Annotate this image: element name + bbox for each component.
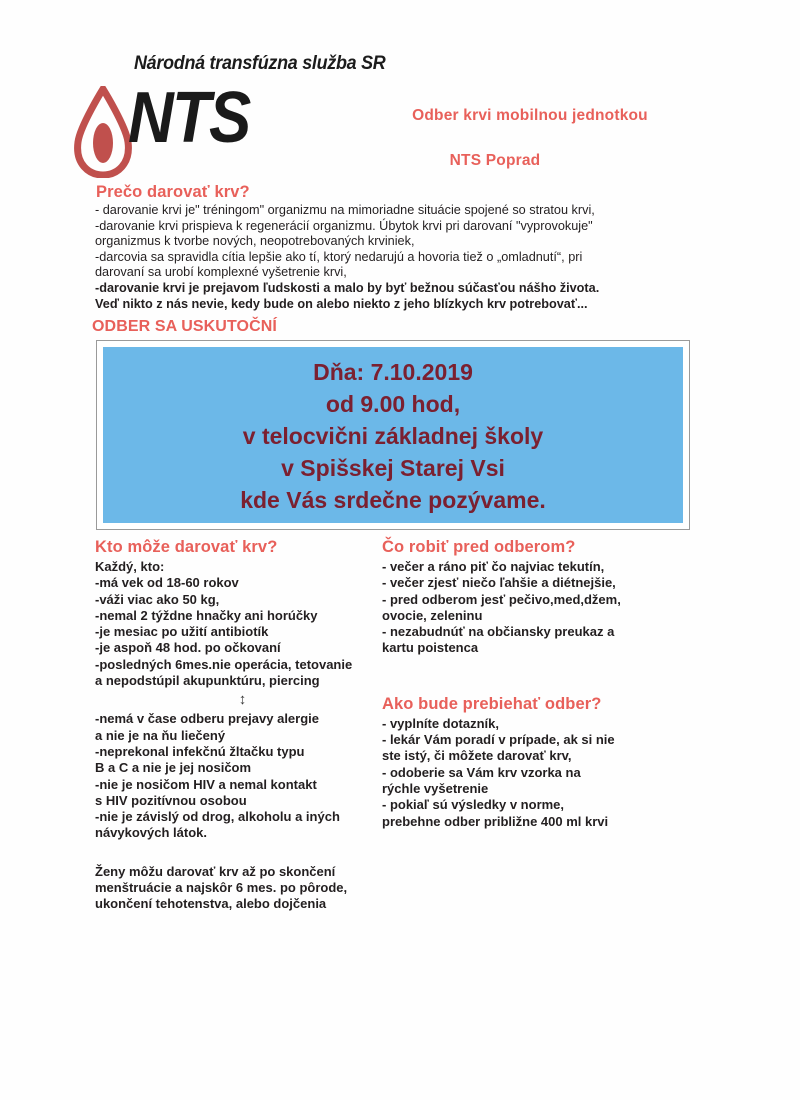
why-line: darovaní sa urobí komplexné vyšetrenie krvi, bbox=[95, 265, 347, 280]
why-line: - darovanie krvi je" tréningom" organizmu na mimoriadne situácie spojené so stratou krvi, bbox=[95, 203, 595, 217]
organization-name: Národná transfúzna služba SR bbox=[134, 52, 386, 74]
announcement-box bbox=[96, 340, 690, 530]
women-note-line: Ženy môžu darovať krv až po skončení bbox=[95, 863, 336, 879]
who-item: -nie je nosičom HIV a nemal kontakt bbox=[95, 776, 317, 792]
who-item: a nie je na ňu liečený bbox=[95, 727, 226, 743]
who-item: -váži viac ako 50 kg, bbox=[95, 591, 220, 607]
before-item: - večer a ráno piť čo najviac tekutín, bbox=[382, 559, 605, 574]
announcement-line-date: Dňa: 7.10.2019 bbox=[313, 359, 473, 385]
who-item: -má vek od 18-60 rokov bbox=[95, 575, 239, 591]
who-item: a nepodstúpil akupunktúru, piercing bbox=[95, 673, 320, 689]
why-line-bold: -darovanie krvi je prejavom ľudskosti a malo by byť bežnou súčasťou nášho života. bbox=[95, 280, 600, 295]
section-heading-before: Čo robiť pred odberom? bbox=[382, 538, 576, 556]
during-item: - pokiaľ sú výsledky v norme, bbox=[382, 797, 565, 813]
during-item: - vyplníte dotazník, bbox=[382, 715, 500, 731]
who-item: s HIV pozitívnou osobou bbox=[95, 792, 247, 808]
spacer bbox=[382, 679, 692, 695]
before-donation-list bbox=[382, 559, 692, 657]
spacer bbox=[95, 842, 390, 864]
who-can-donate-list-continued bbox=[95, 711, 390, 841]
women-note-line: ukončení tehotenstva, alebo dojčenia bbox=[95, 896, 327, 912]
announcement-line-time: od 9.00 hod, bbox=[325, 391, 461, 417]
why-line: -darovanie krvi prispieva k regenerácií organizmu. Úbytok krvi pri darovaní "vyprovokuje" bbox=[95, 218, 593, 233]
who-can-donate-list bbox=[95, 559, 390, 689]
before-item: - pred odberom jesť pečivo,med,džem, bbox=[382, 591, 621, 607]
vertical-double-arrow-icon: ↕ bbox=[238, 691, 247, 709]
why-line-bold: Veď nikto z nás nevie, kedy bude on alebo niekto z jeho blízkych krv potrebovať... bbox=[95, 296, 588, 311]
header-subtitle: NTS Poprad bbox=[449, 152, 541, 169]
women-note-line: menštruácie a najskôr 6 mes. po pôrode, bbox=[95, 880, 348, 896]
announcement-line-place: v Spišskej Starej Vsi bbox=[281, 455, 505, 481]
announcement-line-venue: v telocvični základnej školy bbox=[242, 423, 544, 449]
spacer bbox=[382, 657, 692, 679]
during-item: rýchle vyšetrenie bbox=[382, 780, 489, 796]
who-item: -nemal 2 týždne hnačky ani horúčky bbox=[95, 607, 318, 623]
during-item: ste istý, či môžete darovať krv, bbox=[382, 748, 572, 764]
during-item: - lekár Vám poradí v prípade, ak si nie bbox=[382, 732, 615, 748]
announcement-box-inner bbox=[103, 347, 683, 523]
section-heading-why: Prečo darovať krv? bbox=[96, 183, 250, 201]
section-heading-announcement: ODBER SA USKUTOČNÍ bbox=[92, 318, 277, 335]
why-line: organizmus k tvorbe nových, neopotrebovaných krviniek, bbox=[95, 234, 415, 249]
who-item: návykových látok. bbox=[95, 825, 207, 841]
who-item: -posledných 6mes.nie operácia, tetovanie bbox=[95, 656, 353, 672]
who-item: -nemá v čase odberu prejavy alergie bbox=[95, 711, 319, 727]
who-item: B a C a nie je jej nosičom bbox=[95, 760, 252, 776]
before-item: kartu poistenca bbox=[382, 640, 479, 656]
who-item: -neprekonal infekčnú žltačku typu bbox=[95, 743, 305, 759]
header-title: Odber krvi mobilnou jednotkou bbox=[412, 107, 648, 124]
who-item: -je mesiac po užití antibiotík bbox=[95, 624, 269, 640]
who-lead: Každý, kto: bbox=[95, 559, 165, 574]
section-heading-who: Kto môže darovať krv? bbox=[95, 538, 278, 556]
during-item: - odoberie sa Vám krv vzorka na bbox=[382, 764, 581, 780]
who-item: -je aspoň 48 hod. po očkovaní bbox=[95, 640, 281, 656]
before-item: - večer zjesť niečo ľahšie a diétnejšie, bbox=[382, 575, 616, 591]
column-left bbox=[95, 538, 390, 913]
who-item: -nie je závislý od drog, alkoholu a iných bbox=[95, 809, 340, 825]
during-donation-list bbox=[382, 716, 692, 830]
column-right bbox=[382, 538, 692, 830]
nts-wordmark: NTS bbox=[128, 78, 250, 158]
announcement-line-invite: kde Vás srdečne pozývame. bbox=[240, 487, 546, 513]
why-line: -darcovia sa spravidla cítia lepšie ako tí, ktorý nedarujú a hovoria tiež o „omladnutí“, pri bbox=[95, 249, 583, 264]
before-item: ovocie, zeleninu bbox=[382, 607, 483, 623]
why-donate-paragraph bbox=[95, 203, 695, 312]
before-item: - nezabudnúť na občiansky preukaz a bbox=[382, 624, 615, 640]
during-item: prebehne odber približne 400 ml krvi bbox=[382, 813, 609, 829]
blood-drop-icon bbox=[72, 86, 134, 178]
women-note bbox=[95, 864, 390, 913]
section-heading-during: Ako bude prebiehať odber? bbox=[382, 694, 602, 713]
